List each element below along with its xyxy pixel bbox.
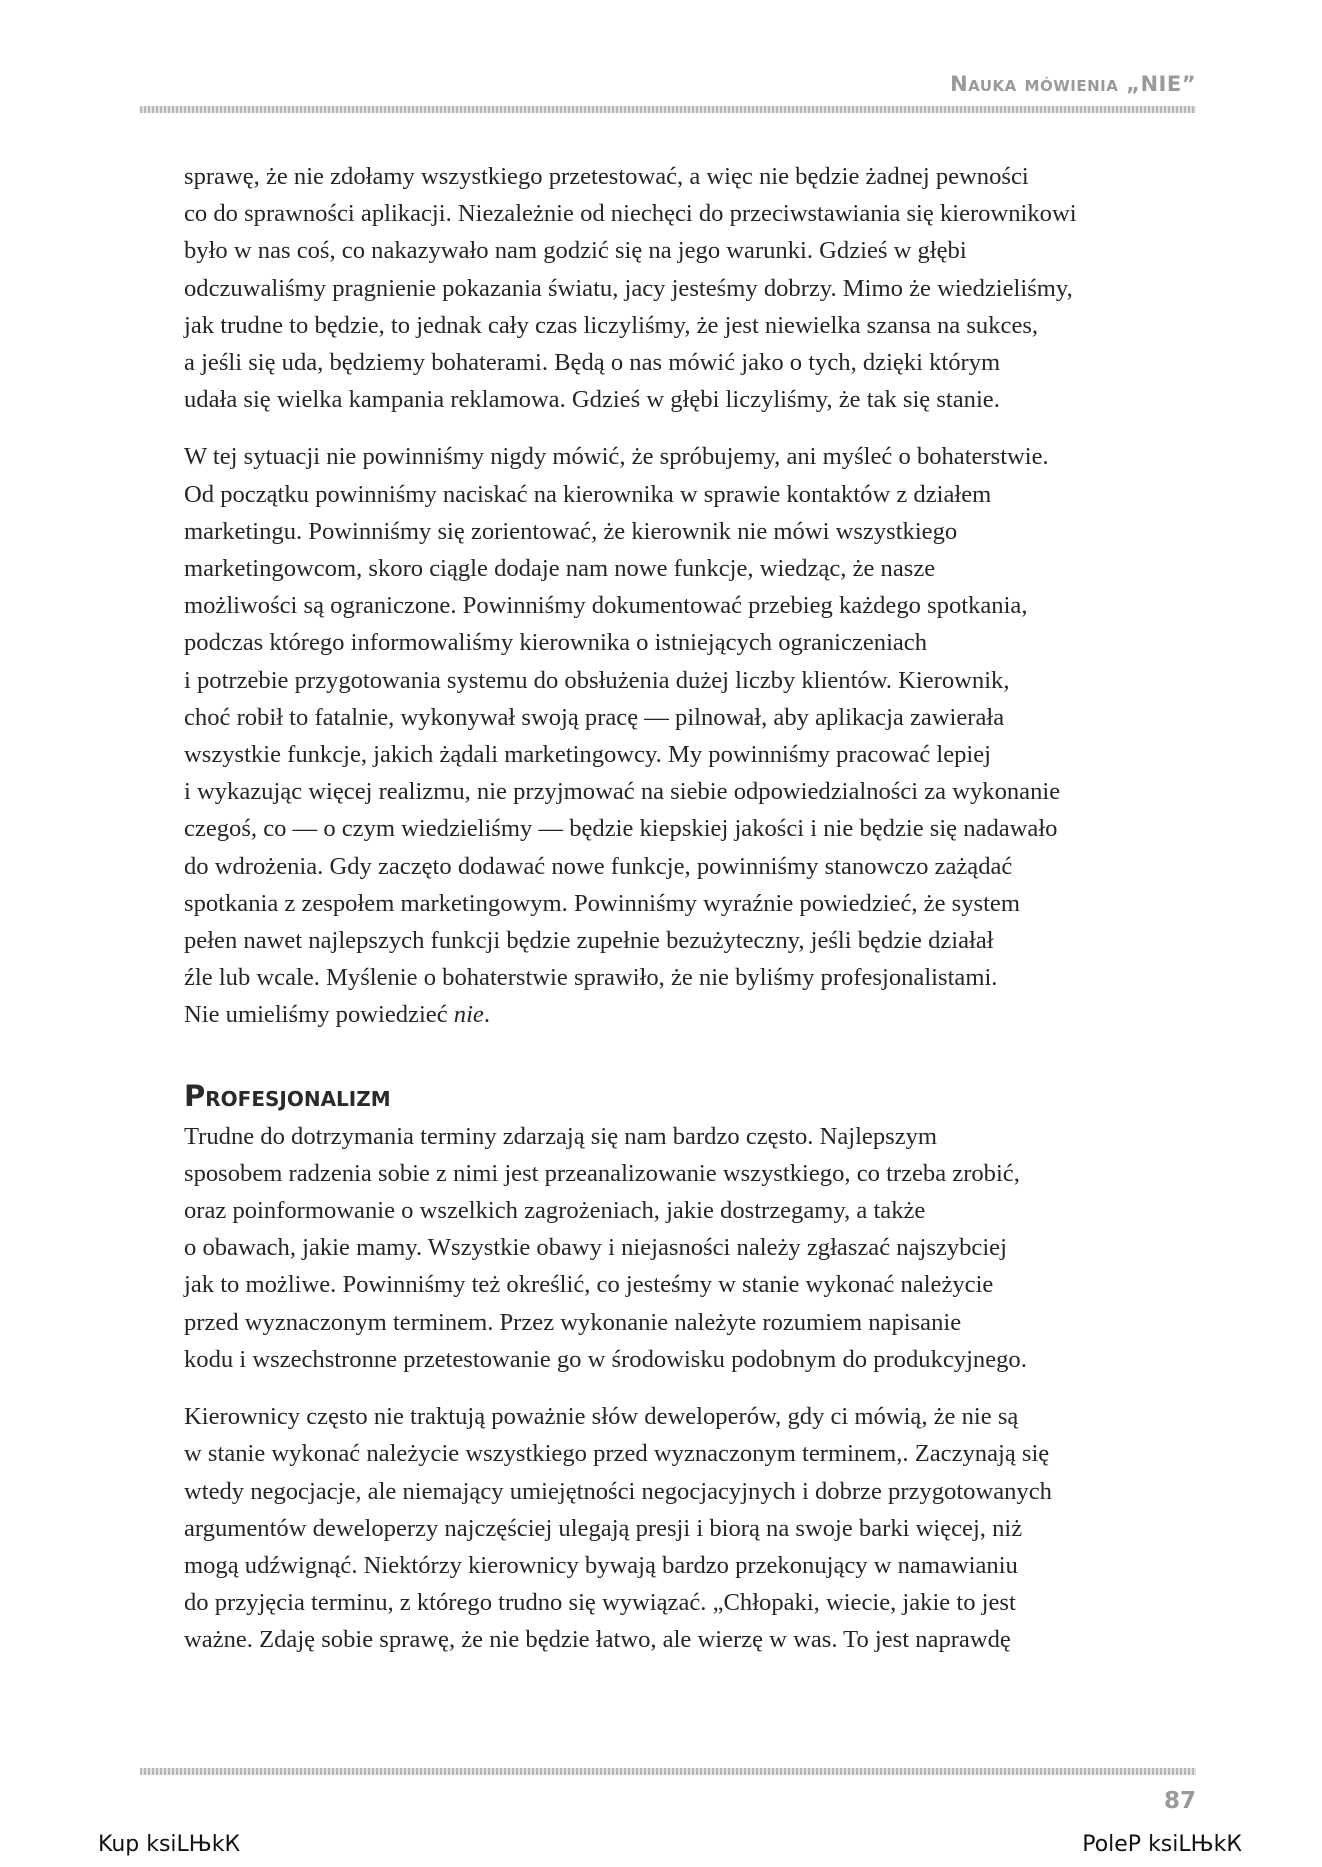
text-line: wtedy negocjacje, ale niemający umiejętności negocjacyjnych i dobrze przygotowanych <box>184 1477 1052 1505</box>
text-line: wszystkie funkcje, jakich żądali marketingowcy. My powinniśmy pracować lepiej <box>184 741 992 769</box>
buy-book-link[interactable]: Kup ksiLЊkК <box>98 1832 241 1857</box>
text-line: Kierownicy często nie traktują poważnie słów deweloperów, gdy ci mówią, że nie są <box>184 1403 1019 1431</box>
text-line: sposobem radzenia sobie z nimi jest przeanalizowanie wszystkiego, co trzeba zrobić, <box>184 1159 1020 1187</box>
text-line: możliwości są ograniczone. Powinniśmy dokumentować przebieg każdego spotkania, <box>184 592 1028 620</box>
paragraph-2-last-punct: . <box>483 1001 490 1029</box>
text-line: źle lub wcale. Myślenie o bohaterstwie sprawiło, że nie byliśmy profesjonalistami. <box>184 964 998 992</box>
paragraph-3 <box>184 1118 1196 1378</box>
text-line: spotkania z zespołem marketingowym. Powinniśmy wyraźnie powiedzieć, że system <box>184 889 1020 917</box>
text-line: do wdrożenia. Gdy zaczęto dodawać nowe funkcje, powinniśmy stanowczo zażądać <box>184 852 1013 880</box>
text-line: i potrzebie przygotowania systemu do obsłużenia dużej liczby klientów. Kierownik, <box>184 666 1010 694</box>
page-body <box>184 158 1196 1679</box>
text-line: mogą udźwignąć. Niektórzy kierownicy bywają bardzo przekonujący w namawianiu <box>184 1551 1018 1579</box>
footer-rule <box>140 1768 1196 1775</box>
text-line: odczuwaliśmy pragnienie pokazania światu, jacy jesteśmy dobrzy. Mimo że wiedzieliśmy, <box>184 274 1073 302</box>
text-line: W tej sytuacji nie powinniśmy nigdy mówić, że spróbujemy, ani myśleć o bohaterstwie. <box>184 443 1049 471</box>
text-line: marketingu. Powinniśmy się zorientować, że kierownik nie mówi wszystkiego <box>184 517 958 545</box>
text-line: i wykazując więcej realizmu, nie przyjmować na siebie odpowiedzialności za wykonanie <box>184 778 1061 806</box>
paragraph-2-last-text: Nie umieliśmy powiedzieć <box>184 1001 454 1029</box>
text-line: czegoś, co — o czym wiedzieliśmy — będzie kiepskiej jakości i nie będzie się nadawało <box>184 815 1058 843</box>
text-line: a jeśli się uda, będziemy bohaterami. Będą o nas mówić jako o tych, dzięki którym <box>184 349 1001 377</box>
running-header-title: Nauka mówienia „NIE” <box>950 72 1196 96</box>
text-line: w stanie wykonać należycie wszystkiego przed wyznaczonym terminem,. Zaczynają się <box>184 1440 1050 1468</box>
text-line: o obawach, jakie mamy. Wszystkie obawy i niejasności należy zgłaszać najszybciej <box>184 1234 1007 1262</box>
text-line: Trudne do dotrzymania terminy zdarzają się nam bardzo często. Najlepszym <box>184 1122 938 1150</box>
paragraph-4 <box>184 1398 1196 1658</box>
text-line: przed wyznaczonym terminem. Przez wykonanie należyte rozumiem napisanie <box>184 1308 962 1336</box>
text-line: podczas którego informowaliśmy kierownika o istniejących ograniczeniach <box>184 629 928 657</box>
text-line: jak to możliwe. Powinniśmy też określić, co jesteśmy w stanie wykonać należycie <box>184 1271 994 1299</box>
page-number: 87 <box>1163 1788 1196 1814</box>
text-line: marketingowcom, skoro ciągle dodaje nam nowe funkcje, wiedząc, że nasze <box>184 555 936 583</box>
paragraph-2-last-line <box>184 996 1196 1033</box>
text-line: choć robił to fatalnie, wykonywał swoją pracę — pilnował, aby aplikacja zawierała <box>184 703 1005 731</box>
text-line: Od początku powinniśmy naciskać na kierownika w sprawie kontaktów z działem <box>184 480 992 508</box>
emphasized-word: nie <box>453 1001 484 1029</box>
text-line: kodu i wszechstronne przetestowanie go w środowisku podobnym do produkcyjnego. <box>184 1345 1027 1373</box>
text-line: jak trudne to będzie, to jednak cały czas liczyliśmy, że jest niewielka szansa na sukces, <box>184 311 1039 339</box>
text-line: udała się wielka kampania reklamowa. Gdzieś w głębi liczyliśmy, że tak się stanie. <box>184 386 1000 414</box>
text-line: do przyjęcia terminu, z którego trudno się wywiązać. „Chłopaki, wiecie, jakie to jest <box>184 1589 1016 1617</box>
text-line: ważne. Zdaję sobie sprawę, że nie będzie łatwo, ale wierzę w was. To jest naprawdę <box>184 1626 1011 1654</box>
paragraph-1 <box>184 158 1196 418</box>
section-heading: Profesjonalizm <box>184 1078 391 1113</box>
recommend-book-link[interactable]: PoleP ksiLЊkК <box>1082 1832 1242 1857</box>
text-line: sprawę, że nie zdołamy wszystkiego przetestować, a więc nie będzie żadnej pewności <box>184 163 1029 190</box>
text-line: argumentów deweloperzy najczęściej ulegają presji i biorą na swoje barki więcej, niż <box>184 1514 1023 1542</box>
paragraph-2 <box>184 438 1196 996</box>
text-line: pełen nawet najlepszych funkcji będzie zupełnie bezużyteczny, jeśli będzie działał <box>184 927 994 955</box>
text-line: było w nas coś, co nakazywało nam godzić się na jego warunki. Gdzieś w głębi <box>184 237 967 265</box>
text-line: co do sprawności aplikacji. Niezależnie od niechęci do przeciwstawiania się kierownikowi <box>184 200 1077 228</box>
text-line: oraz poinformowanie o wszelkich zagrożeniach, jakie dostrzegamy, a także <box>184 1197 926 1225</box>
header-rule <box>140 106 1196 113</box>
